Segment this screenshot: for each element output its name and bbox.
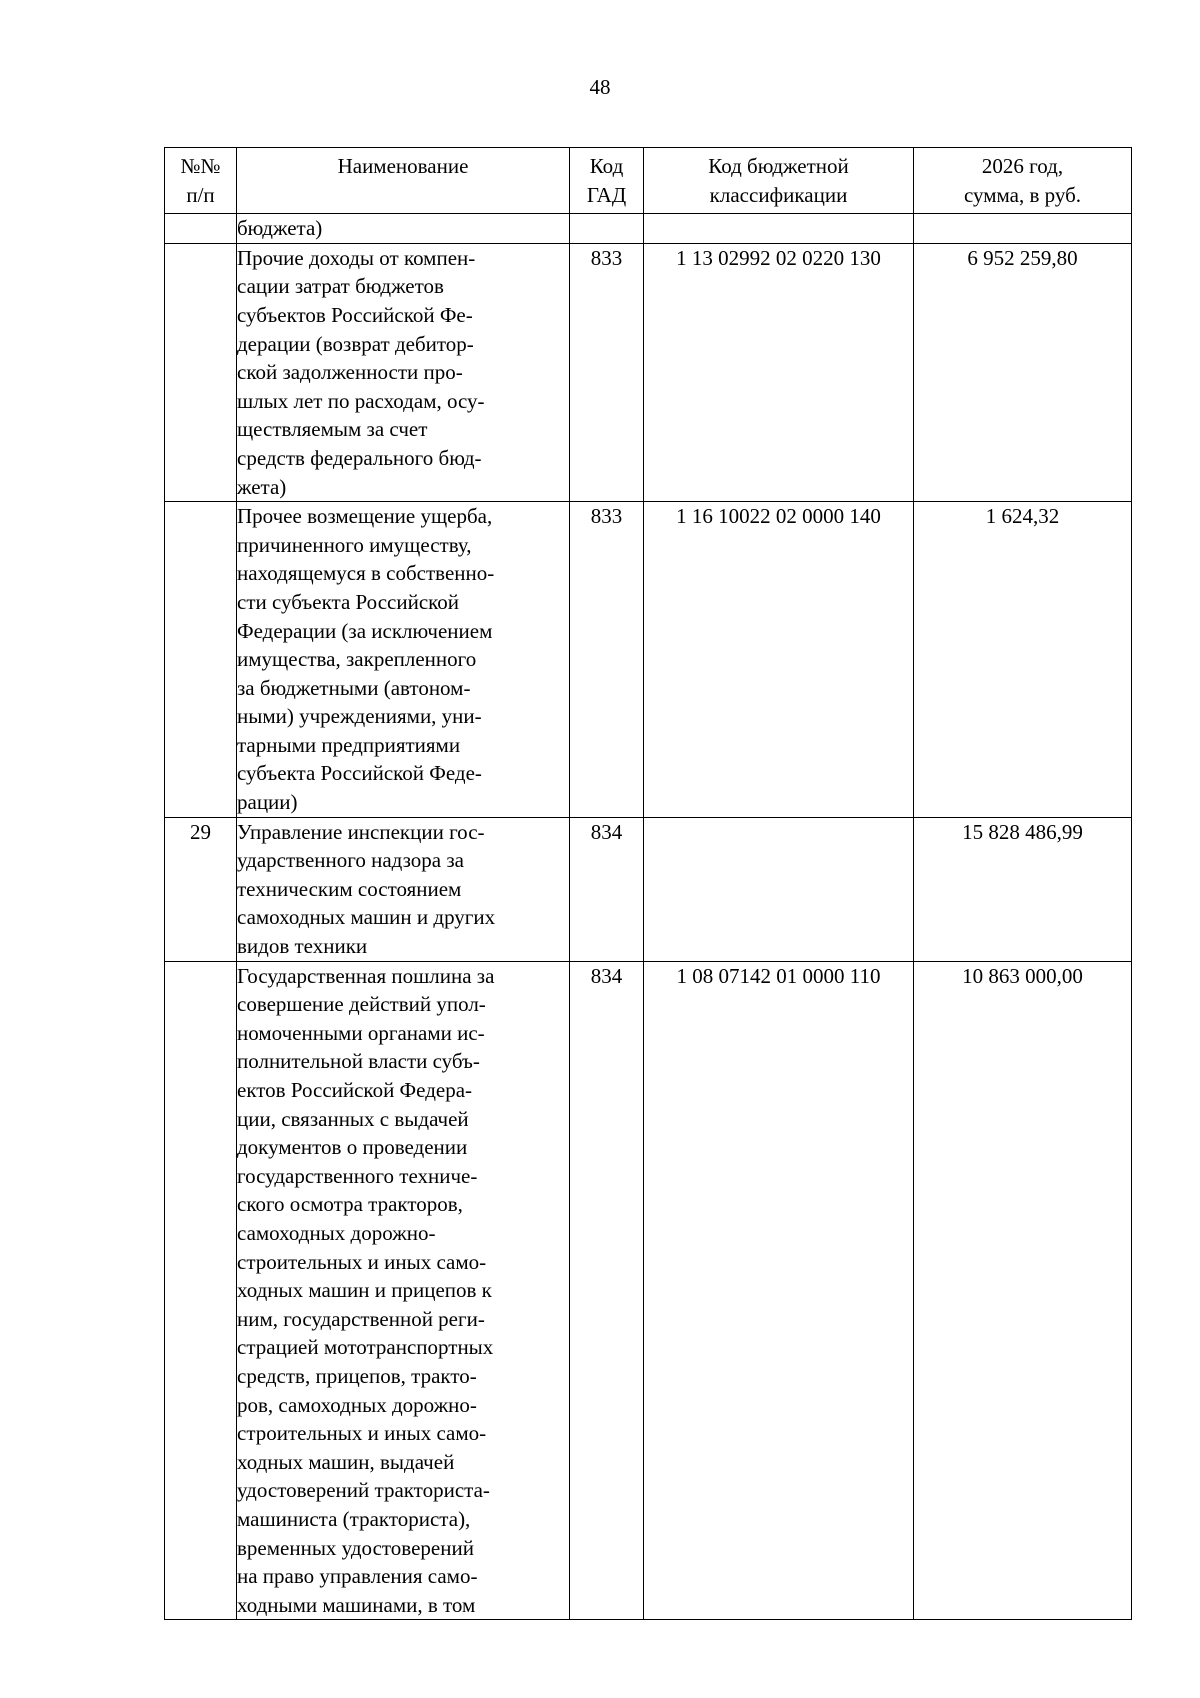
header-kbk: Код бюджетной классификации bbox=[644, 148, 914, 214]
table-row bbox=[165, 243, 1132, 501]
row-num bbox=[165, 214, 237, 244]
row-num: 29 bbox=[165, 817, 237, 961]
row-num bbox=[165, 961, 237, 1620]
row-num bbox=[165, 502, 237, 818]
table-row bbox=[165, 817, 1132, 961]
row-gad: 834 bbox=[570, 961, 644, 1620]
row-name: бюджета) bbox=[237, 214, 570, 244]
row-num bbox=[165, 243, 237, 501]
row-name: Прочее возмещение ущерба, причиненного имуществу, находящемуся в собственно- сти субъекта Российской Федерации (за исключением имущества, закрепленного за бюджетными (автоном- ными) учреждениями, уни- тарными предприятиями субъекта Российской Феде- рации) bbox=[237, 502, 570, 818]
row-name: Прочие доходы от компен- сации затрат бюджетов субъектов Российской Фе- дерации (возврат дебитор- ской задолженности про- шлых лет по расходам, осу- ществляемым за счет средств федерального бюд- жета) bbox=[237, 243, 570, 501]
row-kbk: 1 13 02992 02 0220 130 bbox=[644, 243, 914, 501]
row-kbk bbox=[644, 214, 914, 244]
row-sum: 10 863 000,00 bbox=[914, 961, 1132, 1620]
row-gad: 833 bbox=[570, 243, 644, 501]
row-sum: 1 624,32 bbox=[914, 502, 1132, 818]
row-name: Государственная пошлина за совершение действий упол- номоченными органами ис- полнительной власти субъ- ектов Российской Федера- ции, связанных с выдачей документов о проведении государственного техниче- ского осмотра тракторов, самоходных дорожно- строительных и иных само- ходных машин и прицепов к ним, государственной реги- страцией мототранспортных средств, прицепов, тракто- ров, самоходных дорожно- строительных и иных само- ходных машин, выдачей удостоверений тракториста- машиниста (тракториста), временных удостоверений на право управления само- ходными машинами, в том bbox=[237, 961, 570, 1620]
row-gad: 833 bbox=[570, 502, 644, 818]
page-number: 48 bbox=[589, 75, 611, 99]
header-num: №№ п/п bbox=[165, 148, 237, 214]
row-sum bbox=[914, 214, 1132, 244]
row-sum: 6 952 259,80 bbox=[914, 243, 1132, 501]
row-gad bbox=[570, 214, 644, 244]
row-gad: 834 bbox=[570, 817, 644, 961]
row-kbk bbox=[644, 817, 914, 961]
table-row bbox=[165, 961, 1132, 1620]
header-gad: Код ГАД bbox=[570, 148, 644, 214]
budget-table bbox=[164, 147, 1132, 1620]
row-kbk: 1 16 10022 02 0000 140 bbox=[644, 502, 914, 818]
row-name: Управление инспекции гос- ударственного надзора за техническим состоянием самоходных машин и других видов техники bbox=[237, 817, 570, 961]
table-row bbox=[165, 214, 1132, 244]
row-kbk: 1 08 07142 01 0000 110 bbox=[644, 961, 914, 1620]
header-sum: 2026 год, сумма, в руб. bbox=[914, 148, 1132, 214]
header-name: Наименование bbox=[237, 148, 570, 214]
header-row bbox=[165, 148, 1132, 214]
table-row bbox=[165, 502, 1132, 818]
row-sum: 15 828 486,99 bbox=[914, 817, 1132, 961]
